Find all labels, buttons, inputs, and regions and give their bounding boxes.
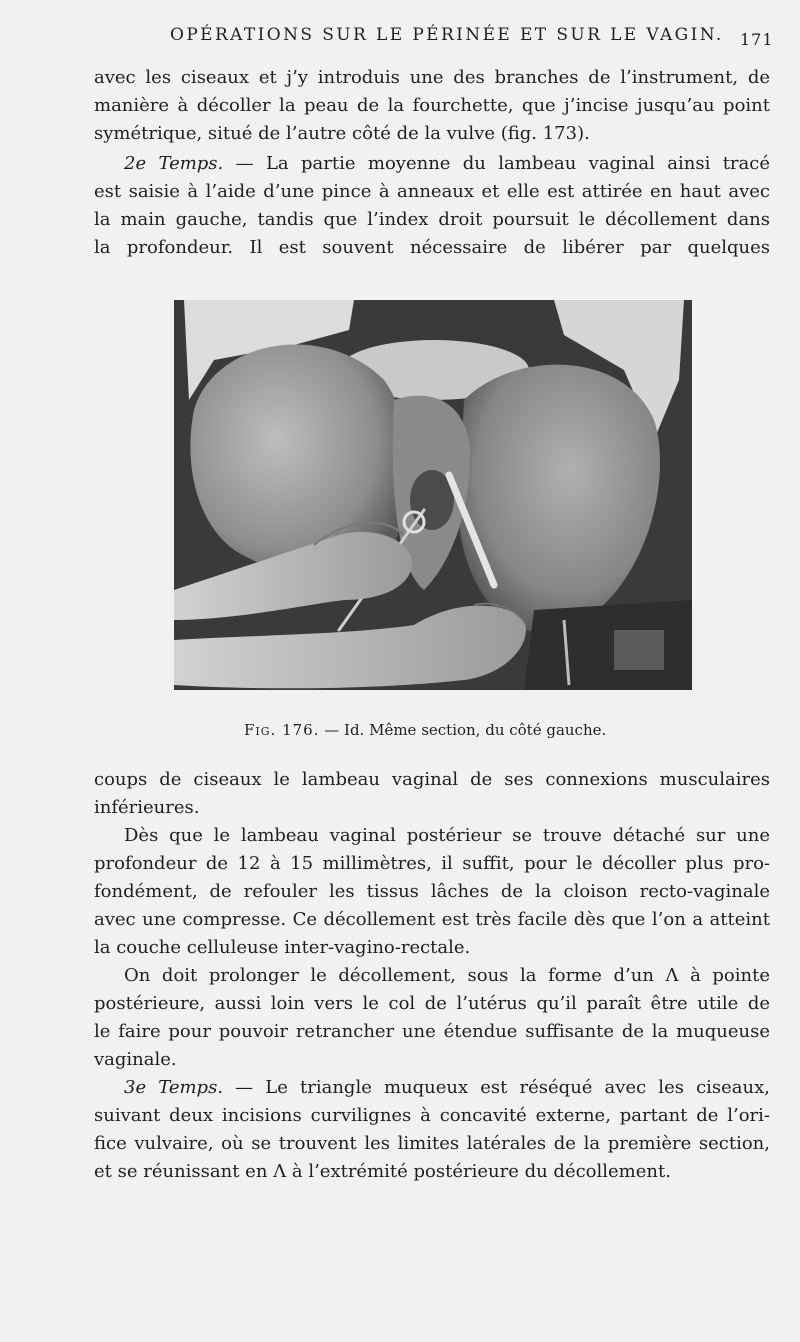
text-line: avec les ciseaux et j’y introduis une des branches de l’instrument, de (94, 67, 770, 88)
paragraph-continuation (94, 64, 770, 148)
text-line: suivant deux incisions curvilignes à concavité externe, partant de l’ori- (94, 1105, 770, 1126)
text-line: inférieures. (94, 797, 200, 818)
text-line: le faire pour pouvoir retrancher une étendue suffisante de la muqueuse (94, 1021, 770, 1042)
text-line: symétrique, situé de l’autre côté de la vulve (fig. 173). (94, 123, 590, 144)
text-line: et se réunissant en Λ à l’extrémité postérieure du décollement. (94, 1161, 671, 1182)
text-line: On doit prolonger le décollement, sous la forme d’un Λ à pointe (124, 965, 770, 986)
paragraph-continuation-2 (94, 766, 770, 822)
paragraph-step-2 (94, 150, 770, 262)
text-line: vaginale. (94, 1049, 177, 1070)
step-text: — La partie moyenne du lambeau vaginal ainsi tracé (223, 153, 771, 174)
text-line: profondeur de 12 à 15 millimètres, il suffit, pour le décoller plus pro- (94, 853, 770, 874)
step-text: — Le triangle muqueux est réséqué avec les ciseaux, (223, 1077, 770, 1098)
paragraph-prolong (94, 962, 770, 1074)
figure-photograph (174, 300, 692, 690)
text-line: avec une compresse. Ce décollement est très facile dès que l’on a atteint (94, 909, 770, 930)
page-number: 171 (740, 30, 774, 49)
step-label: 3e Temps. (124, 1077, 224, 1098)
text-line (94, 150, 770, 178)
text-line: est saisie à l’aide d’une pince à anneaux et elle est attirée en haut avec (94, 181, 770, 202)
figure-caption-text: — Id. Même section, du côté gauche. (319, 721, 607, 739)
text-line: la main gauche, tandis que l’index droit poursuit le décollement dans (94, 209, 770, 230)
text-line: fice vulvaire, où se trouvent les limites latérales de la première section, (94, 1133, 770, 1154)
paragraph-detachment (94, 822, 770, 962)
text-line: coups de ciseaux le lambeau vaginal de ses connexions musculaires (94, 769, 770, 790)
text-line: la couche celluleuse inter-vagino-rectale. (94, 937, 471, 958)
text-line: postérieure, aussi loin vers le col de l’utérus qu’il paraît être utile de (94, 993, 770, 1014)
text-line: manière à décoller la peau de la fourchette, que j’incise jusqu’au point (94, 95, 770, 116)
running-title: OPÉRATIONS SUR LE PÉRINÉE ET SUR LE VAGIN. (170, 25, 724, 45)
paragraph-step-3 (94, 1074, 770, 1186)
figure-label: Fig. 176. (244, 721, 320, 739)
text-line: fondément, de refouler les tissus lâches de la cloison recto-vaginale (94, 881, 770, 902)
text-line: la profondeur. Il est souvent nécessaire de libérer par quelques (94, 237, 770, 258)
text-line (94, 1074, 770, 1102)
figure-image (174, 300, 692, 690)
text-line: Dès que le lambeau vaginal postérieur se trouve détaché sur une (124, 825, 770, 846)
figure-caption (244, 721, 606, 739)
step-label: 2e Temps. (124, 153, 224, 174)
